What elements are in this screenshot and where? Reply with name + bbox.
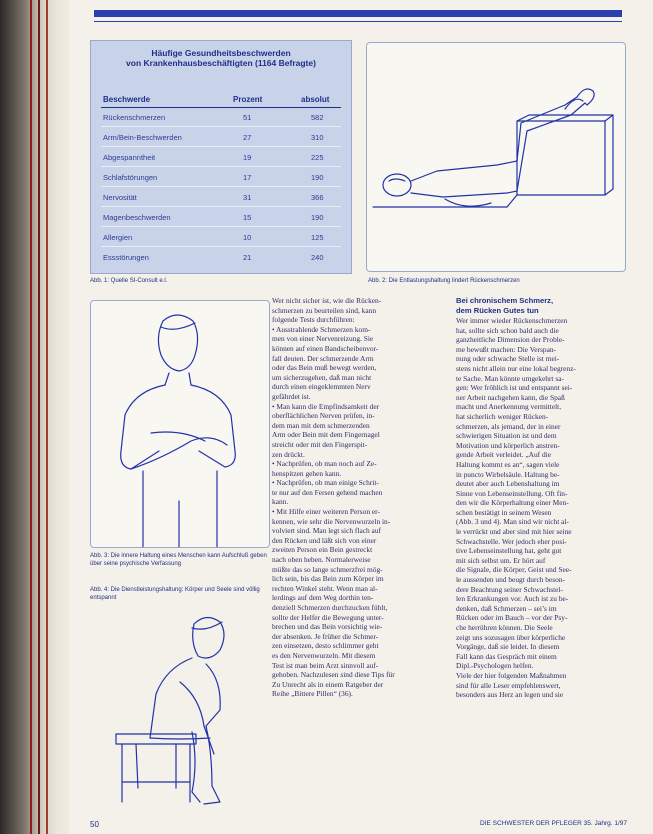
sitting-person-illustration <box>96 606 266 808</box>
page-number: 50 <box>90 820 99 829</box>
table-row <box>91 189 351 209</box>
row-absolute: 225 <box>311 153 324 162</box>
binding-edge <box>38 0 40 834</box>
table-row <box>91 249 351 269</box>
row-absolute: 582 <box>311 113 324 122</box>
table-title <box>91 48 351 68</box>
row-percent: 31 <box>243 193 252 202</box>
binding-edge <box>30 0 32 834</box>
row-absolute: 125 <box>311 233 324 242</box>
row-percent: 51 <box>243 113 252 122</box>
text-column-middle: Wer nicht sicher ist, wie die Rücken- schmerzen zu beurteilen sind, kann folgende Tests durchführen: • Ausstrahlende Schmerzen kom- men von einer Nervenreizung. Sie können auf einen Bandscheibenvor- fall deuten. Der schmerzende Arm oder das Bein muß bewegt werden, um sicherzugehen, daß man nicht durch einen eingeklemmten Nerv gefährdet ist. • Man kann die Empfindsamkeit der oberflächlichen Nerven prüfen, in- dem man mit dem schmerzenden Arm oder Bein mit dem Fingernagel streicht oder mit den Fingerspit- zen drückt. • Nachprüfen, ob man noch auf Ze- henspitzen gehen kann. • Nachprüfen, ob man einige Schrit- te nur auf den Fersen gehend machen kann. • Mit Hilfe einer weiteren Person er- kennen, wie sehr die Nervenwurzeln in- volviert sind. Man legt sich flach auf den Rücken und läßt sich von einer zweiten Person ein Bein gestreckt nach oben heben. Normalerweise müßte das so lange schmerzfrei mög- lich sein, bis das Bein zum Körper im rechten Winkel steht. Wenn man al- lerdings auf dem Weg dorthin ten- denziell Schmerzen durchzucken fühlt, sollte der Helfer die Bewegung unter- brechen und das Bein vorsichtig wie- der absenken. Je früher die Schmer- zen einsetzen, desto schlimmer geht es den Nervenwurzeln. Mit diesem Test ist man beim Arzt sinnvoll auf- gehoben. Nachzulesen sind diese Tips für Zu Unrecht als in einem Ratgeber der Reihe „Bittere Pillen“ (36). <box>272 296 395 699</box>
header-rule <box>94 21 622 22</box>
row-label: Nervosität <box>103 193 137 202</box>
table-title-line1: Häufige Gesundheitsbeschwerden <box>151 48 291 58</box>
binding-edge <box>46 0 48 834</box>
journal-footer: DIE SCHWESTER DER PFLEGER 35. Jahrg. 1/97 <box>480 820 628 827</box>
table-row <box>91 209 351 229</box>
table-row <box>91 109 351 129</box>
header-percent: Prozent <box>233 95 263 104</box>
row-percent: 27 <box>243 133 252 142</box>
row-label: Essstörungen <box>103 253 149 262</box>
standing-person-illustration <box>91 301 269 547</box>
header-complaint: Beschwerde <box>103 95 151 104</box>
row-label: Arm/Bein-Beschwerden <box>103 133 182 142</box>
header-bar <box>94 10 622 17</box>
header-rule <box>101 107 341 108</box>
figure-sitting-person <box>96 606 266 808</box>
complaints-table <box>90 40 352 274</box>
row-label: Schlafstörungen <box>103 173 158 182</box>
row-percent: 10 <box>243 233 252 242</box>
table-title-line2: von Krankenhausbeschäftigten (1164 Befragte) <box>126 58 316 68</box>
caption-abb3: Abb. 3: Die innere Haltung eines Menschen kann Aufschluß geben über seine psychische Verfassung <box>90 553 267 567</box>
row-label: Abgespanntheit <box>103 153 156 162</box>
caption-abb4: Abb. 4: Die Dienstleistungshaltung: Körper und Seele sind völlig entspannt <box>90 587 260 601</box>
row-percent: 19 <box>243 153 252 162</box>
row-absolute: 366 <box>311 193 324 202</box>
table-row <box>91 129 351 149</box>
row-absolute: 190 <box>311 213 324 222</box>
figure-inner-posture <box>90 300 270 548</box>
row-label: Rückenschmerzen <box>103 113 166 122</box>
table-row <box>91 169 351 189</box>
section-heading: Bei chronischem Schmerz, dem Rücken Gutes tun <box>456 296 554 315</box>
figure-relief-posture <box>366 42 626 272</box>
table-row <box>91 229 351 249</box>
caption-abb2: Abb. 2: Die Entlastungshaltung lindert Rückenschmerzen <box>368 278 520 284</box>
row-absolute: 310 <box>311 133 324 142</box>
table-row <box>91 149 351 169</box>
row-label: Allergien <box>103 233 133 242</box>
lying-person-illustration <box>367 43 625 271</box>
row-absolute: 190 <box>311 173 324 182</box>
caption-abb1: Abb. 1: Quelle SI-Consult e.l. <box>90 278 168 284</box>
row-absolute: 240 <box>311 253 324 262</box>
row-percent: 21 <box>243 253 252 262</box>
row-percent: 17 <box>243 173 252 182</box>
row-percent: 15 <box>243 213 252 222</box>
text-column-right: Wer immer wieder Rückenschmerzen hat, sollte sich schon bald auch die ganzheitliche Dimension der Proble- me bewußt machen: Die Verspan- nung oder schwache Stelle ist mei- stens nicht allein nur eine lokal begrenz- te Sache. Man könnte umgekehrt sa- gen: Wer fröhlich ist und entspannt sei- ner Arbeit nachgehen kann, die Spaß macht und Anerkennung vermittelt, hat sicherlich weniger Rücken- schmerzen, als jemand, der in einer schwierigen Situation ist und dem Motivation und körperlich anstren- gende Arbeit verleidet. „Auf die Haltung kommt es an“, sagen viele in puncto Wirbelsäule. Haltung be- deutet aber auch Lebenshaltung im Sinne von Lebenseinstellung. Oft fin- den wir die Körperhaltung einer Men- schen bestätigt in seinem Wesen (Abb. 3 und 4). Man sind wir nicht al- le verrückt und aber sind mit hier seine Schwachstelle. Wer jedoch eher posi- tive Lebenseinstellung hat, geht gut mit sich selbst um. Er hört auf die Signale, die Körper, Geist und See- le aussenden und beugt durch beson- dere Beachtung seiner Schwachstel- len Erkrankungen vor. Auch ist zu be- denken, daß Schmerzen – sei’s im Rücken oder im Bauch – vor der Psy- che herrühren können. Die Seele zeigt uns sozusagen über körperliche Vorgänge, daß sie leidet. In diesem Fall kann das Gespräch mit einem Dipl.-Psychologen helfen. Viele der hier folgenden Maßnahmen sind für alle Leser empfehlenswert, besonders aus Herz an legen und sie <box>456 316 576 700</box>
table-header <box>91 93 351 107</box>
header-absolute: absolut <box>301 95 330 104</box>
book-binding <box>0 0 78 834</box>
row-label: Magenbeschwerden <box>103 213 171 222</box>
